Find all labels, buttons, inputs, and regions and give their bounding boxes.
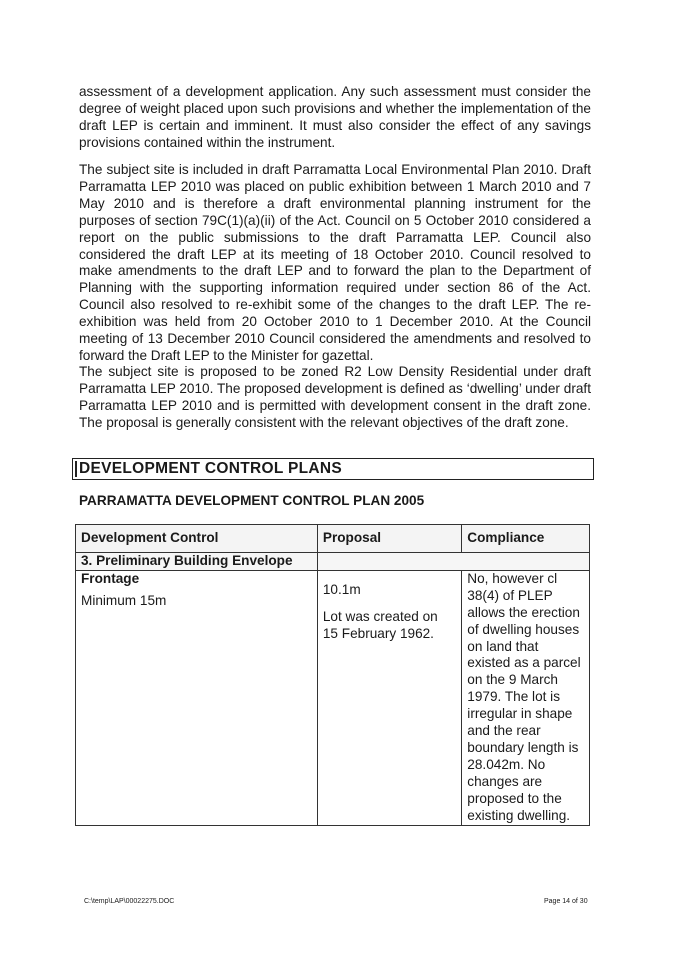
dcp-subheading: PARRAMATTA DEVELOPMENT CONTROL PLAN 2005 (79, 493, 425, 508)
proposal-note: Lot was created on 15 February 1962. (322, 608, 438, 641)
section-heading: DEVELOPMENT CONTROL PLANS (79, 460, 342, 477)
section-row-label: 3. Preliminary Building Envelope (76, 553, 318, 571)
paragraph-assessment: assessment of a development application. Any such assessment must consider the degree of weight placed upon such provisions and whether the implementation of the draft LEP is certain and imminent. It must also consider the effect of any savings provisions contained within the instrument. (79, 84, 591, 150)
heading-bar-decoration (75, 461, 77, 477)
header-proposal: Proposal (317, 525, 461, 553)
header-compliance: Compliance (462, 525, 590, 553)
table-row (76, 570, 590, 825)
paragraph-draft-lep: The subject site is included in draft Parramatta Local Environmental Plan 2010. Draft Parramatta LEP 2010 was placed on public exhibition between 1 March 2010 and 7 May 2010 and is therefore a draft environmental planning instrument for the purposes of section 79C(1)(a)(ii) of the Act. Council on 5 October 2010 considered a report on the public submissions to the draft Parramatta LEP. Council also considered the draft LEP at its meeting of 18 October 2010. Council resolved to make amendments to the draft LEP and to forward the plan to the Department of Planning with the supporting information required under section 86 of the Act. Council also resolved to re-exhibit some of the changes to the draft LEP. The re-exhibition was held from 20 October 2010 to 1 December 2010. At the Council meeting of 13 December 2010 Council considered the amendments and resolved to forward the Draft LEP to the Minister for gazettal. (79, 162, 591, 363)
control-title: Frontage (81, 570, 140, 586)
proposal-cell (317, 570, 461, 825)
footer-file-path: C:\temp\LAP\00022275.DOC (84, 898, 175, 905)
compliance-table (75, 524, 590, 826)
control-value: Minimum 15m (81, 592, 167, 608)
control-cell (76, 570, 318, 825)
table-header-row (76, 525, 590, 553)
proposal-value: 10.1m (322, 581, 361, 597)
section-heading-box (72, 458, 594, 480)
compliance-cell: No, however cl 38(4) of PLEP allows the erection of dwelling houses on land that existed as a parcel on the 9 March 1979. The lot is irregular in shape and the rear boundary length is 28.042m. No changes are proposed to the existing dwelling. (462, 570, 590, 825)
table-section-row (76, 553, 590, 571)
paragraph-zoning: The subject site is proposed to be zoned R2 Low Density Residential under draft Parramatta LEP 2010. The proposed development is defined as ‘dwelling’ under draft Parramatta LEP 2010 and is permitted with development consent in the draft zone. The proposal is generally consistent with the relevant objectives of the draft zone. (79, 364, 591, 430)
header-development-control: Development Control (76, 525, 318, 553)
footer-page-number: Page 14 of 30 (544, 898, 588, 905)
section-row-empty (317, 553, 589, 571)
